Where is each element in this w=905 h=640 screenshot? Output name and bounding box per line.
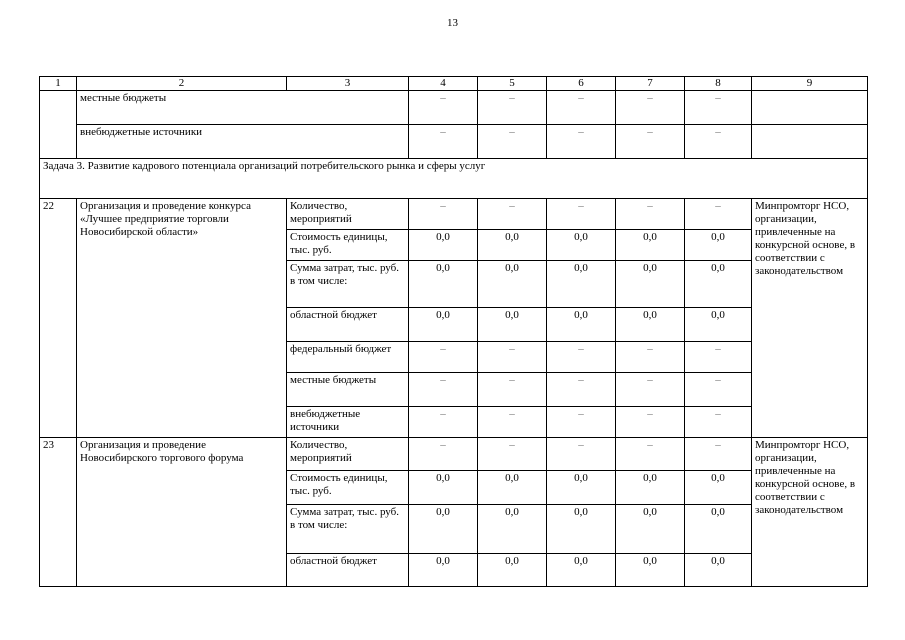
- value-cell: 0,0: [685, 553, 752, 586]
- table-row: [40, 91, 868, 125]
- value-cell: 0,0: [616, 308, 685, 342]
- empty-cell: [40, 91, 77, 159]
- value-cell: 0,0: [685, 230, 752, 261]
- value-cell: –: [478, 373, 547, 407]
- value-cell: 0,0: [547, 230, 616, 261]
- value-cell: 0,0: [409, 553, 478, 586]
- row-label: Стоимость единицы, тыс. руб.: [287, 471, 409, 504]
- row-label: [287, 504, 409, 553]
- value-cell: 0,0: [478, 504, 547, 553]
- value-cell: –: [409, 199, 478, 230]
- value-cell: –: [685, 407, 752, 438]
- row-label: внебюджетные источники: [287, 407, 409, 438]
- column-header: 8: [685, 77, 752, 91]
- empty-cell: [752, 91, 868, 125]
- executor-cell: Минпромторг НСО, организации, привлеченные на конкурсной основе, в соответствии с законодательством: [752, 438, 868, 587]
- value-cell: 0,0: [478, 553, 547, 586]
- value-cell: –: [547, 407, 616, 438]
- value-cell: –: [478, 407, 547, 438]
- value-cell: –: [547, 199, 616, 230]
- value-cell: –: [547, 125, 616, 159]
- value-cell: 0,0: [616, 553, 685, 586]
- value-cell: –: [409, 342, 478, 373]
- value-cell: –: [685, 125, 752, 159]
- row-label: федеральный бюджет: [287, 342, 409, 373]
- value-cell: 0,0: [547, 308, 616, 342]
- value-cell: 0,0: [616, 261, 685, 308]
- value-cell: –: [547, 373, 616, 407]
- value-cell: 0,0: [547, 504, 616, 553]
- value-cell: 0,0: [409, 504, 478, 553]
- value-cell: –: [478, 342, 547, 373]
- value-cell: –: [547, 438, 616, 471]
- column-header: 7: [616, 77, 685, 91]
- row-label: местные бюджеты: [77, 91, 409, 125]
- value-cell: –: [547, 342, 616, 373]
- task-row: [40, 159, 868, 199]
- table-row: [40, 125, 868, 159]
- value-cell: 0,0: [409, 471, 478, 504]
- item-name: Организация и проведение конкурса «Лучшее предприятие торговли Новосибирской области»: [77, 199, 287, 438]
- row-label: [287, 261, 409, 308]
- column-header: 1: [40, 77, 77, 91]
- value-cell: –: [409, 438, 478, 471]
- value-cell: –: [685, 91, 752, 125]
- value-cell: 0,0: [478, 230, 547, 261]
- value-cell: –: [685, 199, 752, 230]
- value-cell: –: [478, 125, 547, 159]
- row-label: областной бюджет: [287, 553, 409, 586]
- value-cell: –: [685, 373, 752, 407]
- value-cell: –: [616, 91, 685, 125]
- row-label: местные бюджеты: [287, 373, 409, 407]
- value-cell: –: [409, 125, 478, 159]
- value-cell: 0,0: [409, 261, 478, 308]
- value-cell: –: [409, 407, 478, 438]
- value-cell: 0,0: [478, 471, 547, 504]
- value-cell: –: [685, 342, 752, 373]
- item-name: Организация и проведение Новосибирского торгового форума: [77, 438, 287, 587]
- row-label: Количество, мероприятий: [287, 199, 409, 230]
- value-cell: –: [409, 91, 478, 125]
- column-header: 9: [752, 77, 868, 91]
- column-header: 6: [547, 77, 616, 91]
- budget-table: [39, 76, 868, 587]
- value-cell: –: [478, 91, 547, 125]
- table-row: [40, 438, 868, 471]
- value-cell: –: [616, 342, 685, 373]
- total-label: Сумма затрат, тыс. руб.: [290, 505, 399, 518]
- value-cell: 0,0: [616, 471, 685, 504]
- empty-cell: [752, 125, 868, 159]
- value-cell: –: [478, 438, 547, 471]
- value-cell: 0,0: [685, 308, 752, 342]
- value-cell: –: [547, 91, 616, 125]
- total-label: Сумма затрат, тыс. руб.: [290, 262, 399, 274]
- table-row: [40, 199, 868, 230]
- value-cell: 0,0: [409, 230, 478, 261]
- incl-label: в том числе:: [290, 275, 348, 287]
- value-cell: –: [616, 199, 685, 230]
- row-label: Количество, мероприятий: [287, 438, 409, 471]
- value-cell: 0,0: [547, 471, 616, 504]
- value-cell: 0,0: [478, 308, 547, 342]
- value-cell: 0,0: [478, 261, 547, 308]
- value-cell: –: [616, 125, 685, 159]
- row-label: внебюджетные источники: [77, 125, 409, 159]
- value-cell: –: [616, 373, 685, 407]
- value-cell: 0,0: [409, 308, 478, 342]
- task-title: Задача 3. Развитие кадрового потенциала организаций потребительского рынка и сферы услуг: [40, 159, 868, 199]
- row-label: областной бюджет: [287, 308, 409, 342]
- value-cell: 0,0: [685, 471, 752, 504]
- value-cell: 0,0: [685, 504, 752, 553]
- value-cell: 0,0: [547, 553, 616, 586]
- column-header: 2: [77, 77, 287, 91]
- column-number-row: [40, 77, 868, 91]
- executor-cell: Минпромторг НСО, организации, привлеченные на конкурсной основе, в соответствии с законодательством: [752, 199, 868, 438]
- value-cell: 0,0: [685, 261, 752, 308]
- value-cell: 0,0: [616, 504, 685, 553]
- item-number: 22: [40, 199, 77, 438]
- column-header: 3: [287, 77, 409, 91]
- column-header: 4: [409, 77, 478, 91]
- row-label: Стоимость единицы, тыс. руб.: [287, 230, 409, 261]
- value-cell: –: [478, 199, 547, 230]
- value-cell: –: [616, 438, 685, 471]
- value-cell: 0,0: [547, 261, 616, 308]
- value-cell: –: [616, 407, 685, 438]
- value-cell: 0,0: [616, 230, 685, 261]
- item-number: 23: [40, 438, 77, 587]
- page-number: 13: [447, 17, 458, 29]
- column-header: 5: [478, 77, 547, 91]
- value-cell: –: [685, 438, 752, 471]
- incl-label: в том числе:: [290, 518, 348, 531]
- value-cell: –: [409, 373, 478, 407]
